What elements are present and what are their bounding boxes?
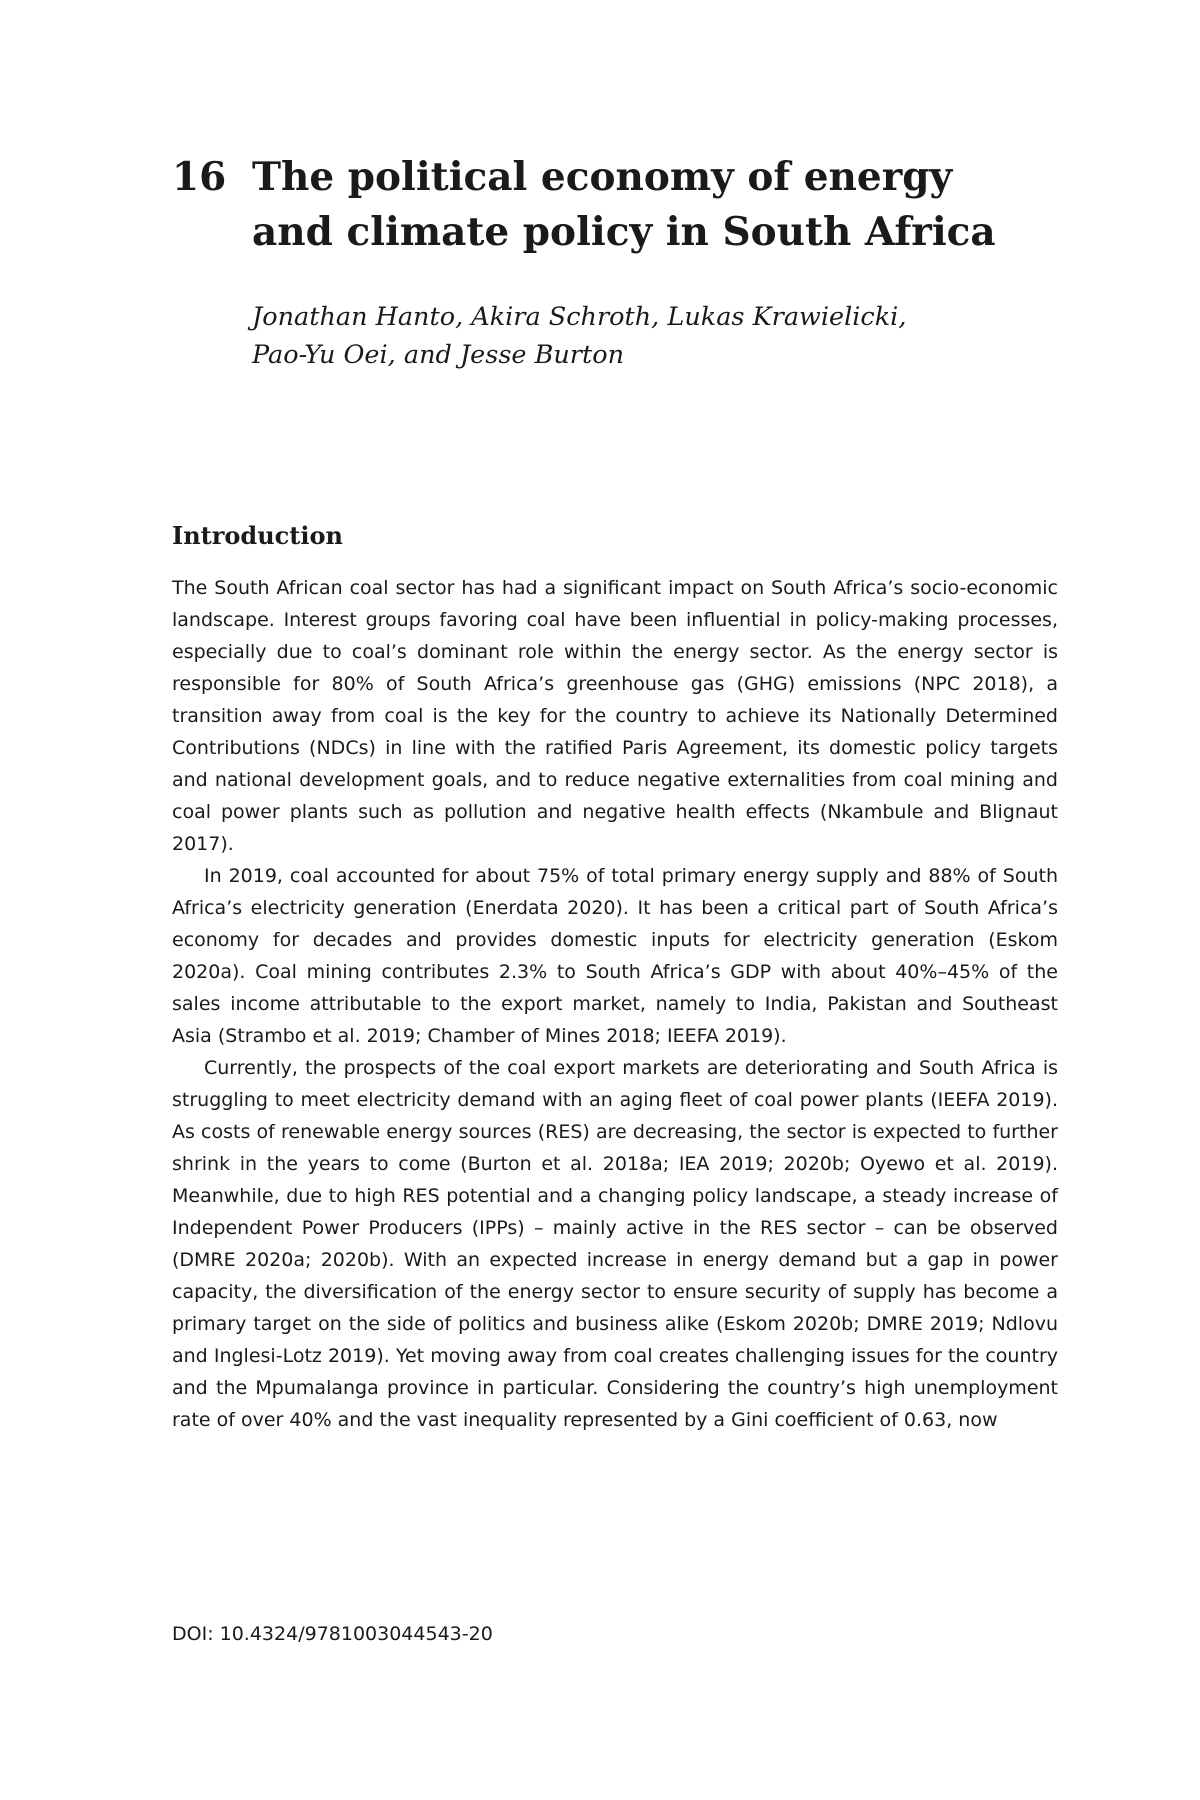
chapter-authors <box>252 298 1052 375</box>
chapter-number: 16 <box>172 154 227 200</box>
chapter-title <box>252 150 1072 259</box>
authors-line: Jonathan Hanto, Akira Schroth, Lukas Krawielicki, <box>252 302 907 332</box>
doi-footer: DOI: 10.4324/9781003044543-20 <box>172 1623 493 1645</box>
paragraph: In 2019, coal accounted for about 75% of total primary energy supply and 88% of South Africa’s electricity generation (Enerdata 2020). It has been a critical part of South Africa’s economy for decades and provides domestic inputs for electricity generation (Eskom 2020a). Coal mining contributes 2.3% to South Africa’s GDP with about 40%–45% of the sales income attributable to the export market, namely to India, Pakistan and Southeast Asia (Strambo et al. 2019; Chamber of Mines 2018; IEEFA 2019). <box>172 865 1058 1047</box>
authors-line: Pao-Yu Oei, and Jesse Burton <box>252 340 625 371</box>
body-text <box>172 572 1058 1436</box>
chapter-heading <box>172 150 1072 259</box>
paragraph: Currently, the prospects of the coal export markets are deteriorating and South Africa is struggling to meet electricity demand with an aging fleet of coal power plants (IEEFA 2019). As costs of renewable energy sources (RES) are decreasing, the sector is expected to further shrink in the years to come (Burton et al. 2018a; IEA 2019; 2020b; Oyewo et al. 2019). Meanwhile, due to high RES potential and a changing policy landscape, a steady increase of Independent Power Producers (IPPs) – mainly active in the RES sector – can be observed (DMRE 2020a; 2020b). With an expected increase in energy demand but a gap in power capacity, the diversification of the energy sector to ensure security of supply has become a primary target on the side of politics and business alike (Eskom 2020b; DMRE 2019; Ndlovu and Inglesi-Lotz 2019). Yet moving away from coal creates challenging issues for the country and the Mpumalanga province in particular. Considering the country’s high unemployment rate of over 40% and the vast inequality represented by a Gini coefficient of 0.63, now <box>172 1057 1058 1431</box>
chapter-title-line: The political economy of energy <box>252 154 953 200</box>
paragraph: The South African coal sector has had a significant impact on South Africa’s socio-economic landscape. Interest groups favoring coal have been influential in policy-making processes, especially due to coal’s dominant role within the energy sector. As the energy sector is responsible for 80% of South Africa’s greenhouse gas (GHG) emissions (NPC 2018), a transition away from coal is the key for the country to achieve its Nationally Determined Contributions (NDCs) in line with the ratified Paris Agreement, its domestic policy targets and national development goals, and to reduce negative externalities from coal mining and coal power plants such as pollution and negative health effects (Nkambule and Blignaut 2017). <box>172 577 1058 855</box>
chapter-title-line: and climate policy in South Africa <box>252 208 996 255</box>
section-heading: Introduction <box>172 521 343 550</box>
